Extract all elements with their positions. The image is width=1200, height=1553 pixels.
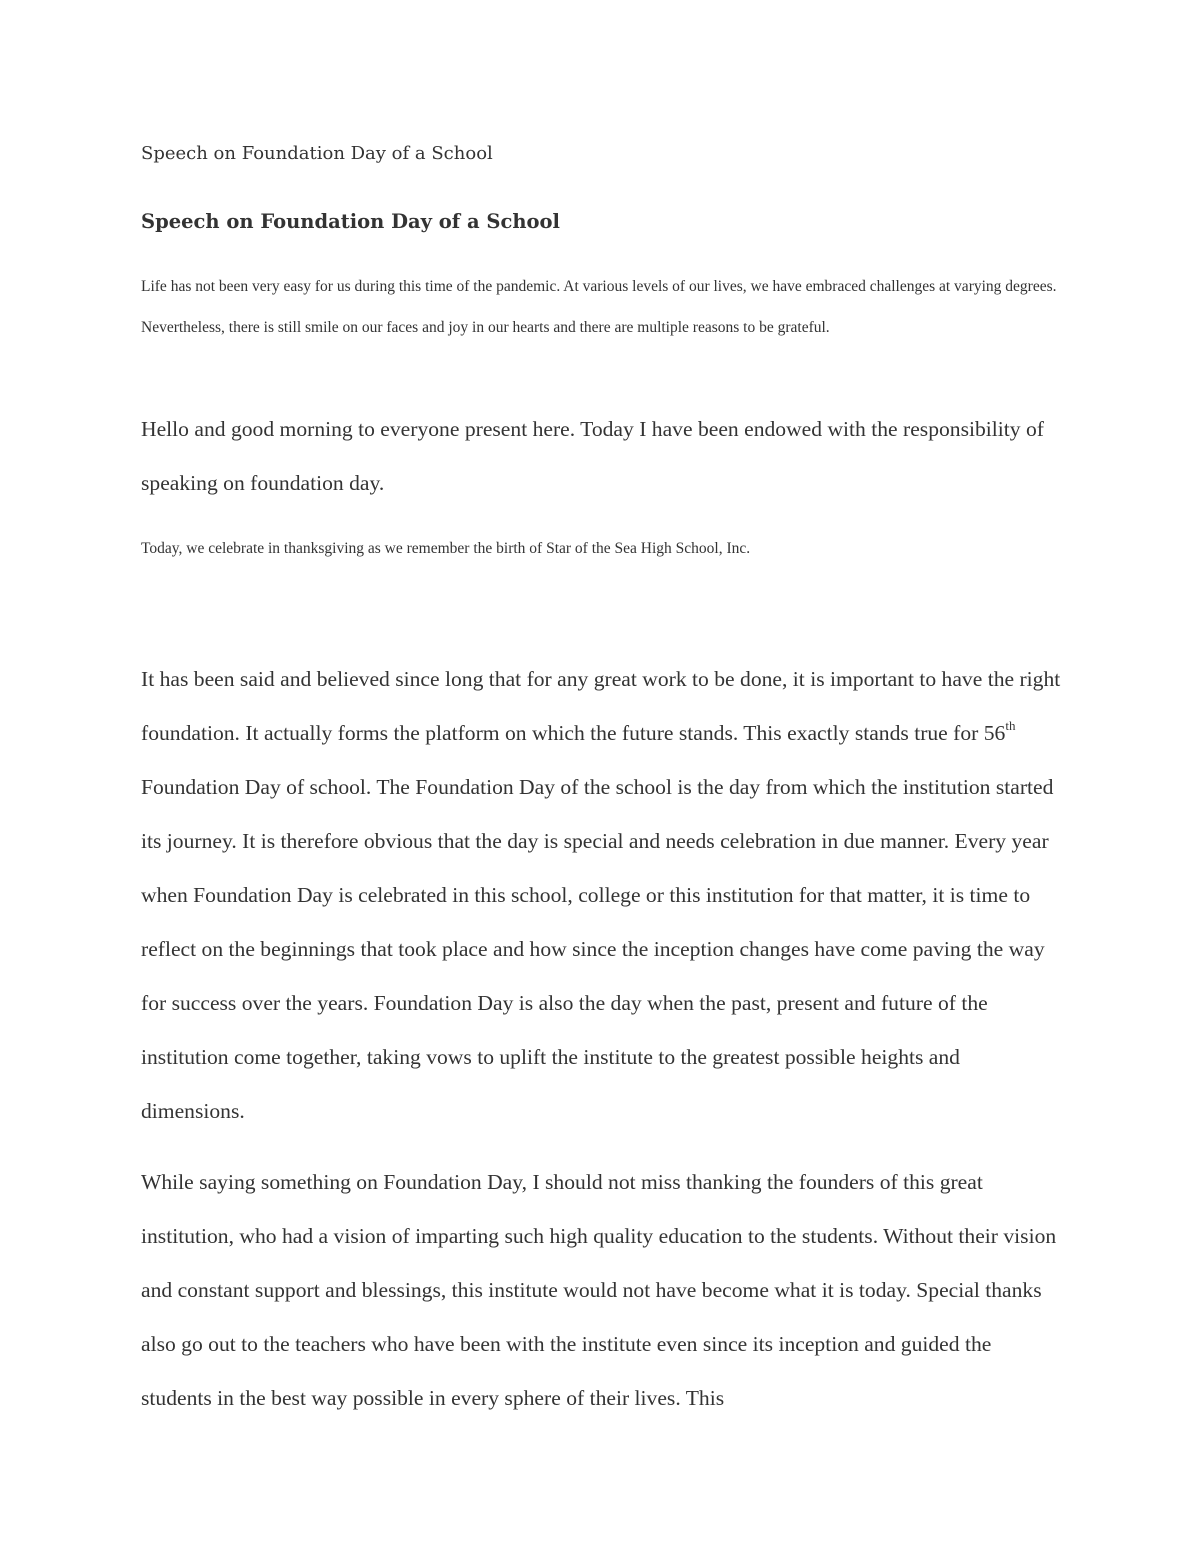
celebration-paragraph: Today, we celebrate in thanksgiving as we remember the birth of Star of the Sea High School, Inc. <box>141 540 751 557</box>
foundation-paragraph <box>141 652 1066 1138</box>
foundation-paragraph-end: Foundation Day of school. The Foundation Day of the school is the day from which the institution started its journey. It is therefore obvious that the day is special and needs celebration in due manner. Every year when Foundation Day is celebrated in this school, college or this institution for that matter, it is time to reflect on the beginnings that took place and how since the inception changes have come paving the way for success over the years. Foundation Day is also the day when the past, present and future of the institution come together, taking vows to uplift the institute to the greatest possible heights and dimensions. <box>141 775 1054 1123</box>
ordinal-suffix: th <box>1005 717 1016 733</box>
intro-paragraph: Life has not been very easy for us during this time of the pandemic. At various levels of our lives, we have embraced challenges at varying degrees. Nevertheless, there is still smile on our faces and joy in our hearts and there are multiple reasons to be grateful. <box>141 278 1057 336</box>
foundation-paragraph-start: It has been said and believed since long that for any great work to be done, it is important to have the right foundation. It actually forms the platform on which the future stands. This exactly stands true for 56 <box>141 667 1061 745</box>
document-heading: Speech on Foundation Day of a School <box>141 210 560 233</box>
greeting-paragraph: Hello and good morning to everyone present here. Today I have been endowed with the responsibility of speaking on foundation day. <box>141 417 1044 495</box>
document-title: Speech on Foundation Day of a School <box>141 143 493 164</box>
founders-paragraph: While saying something on Foundation Day, I should not miss thanking the founders of this great institution, who had a vision of imparting such high quality education to the students. Without their vision and constant support and blessings, this institute would not have become what it is today. Special thanks also go out to the teachers who have been with the institute even since its inception and guided the students in the best way possible in every sphere of their lives. This <box>141 1170 1057 1410</box>
